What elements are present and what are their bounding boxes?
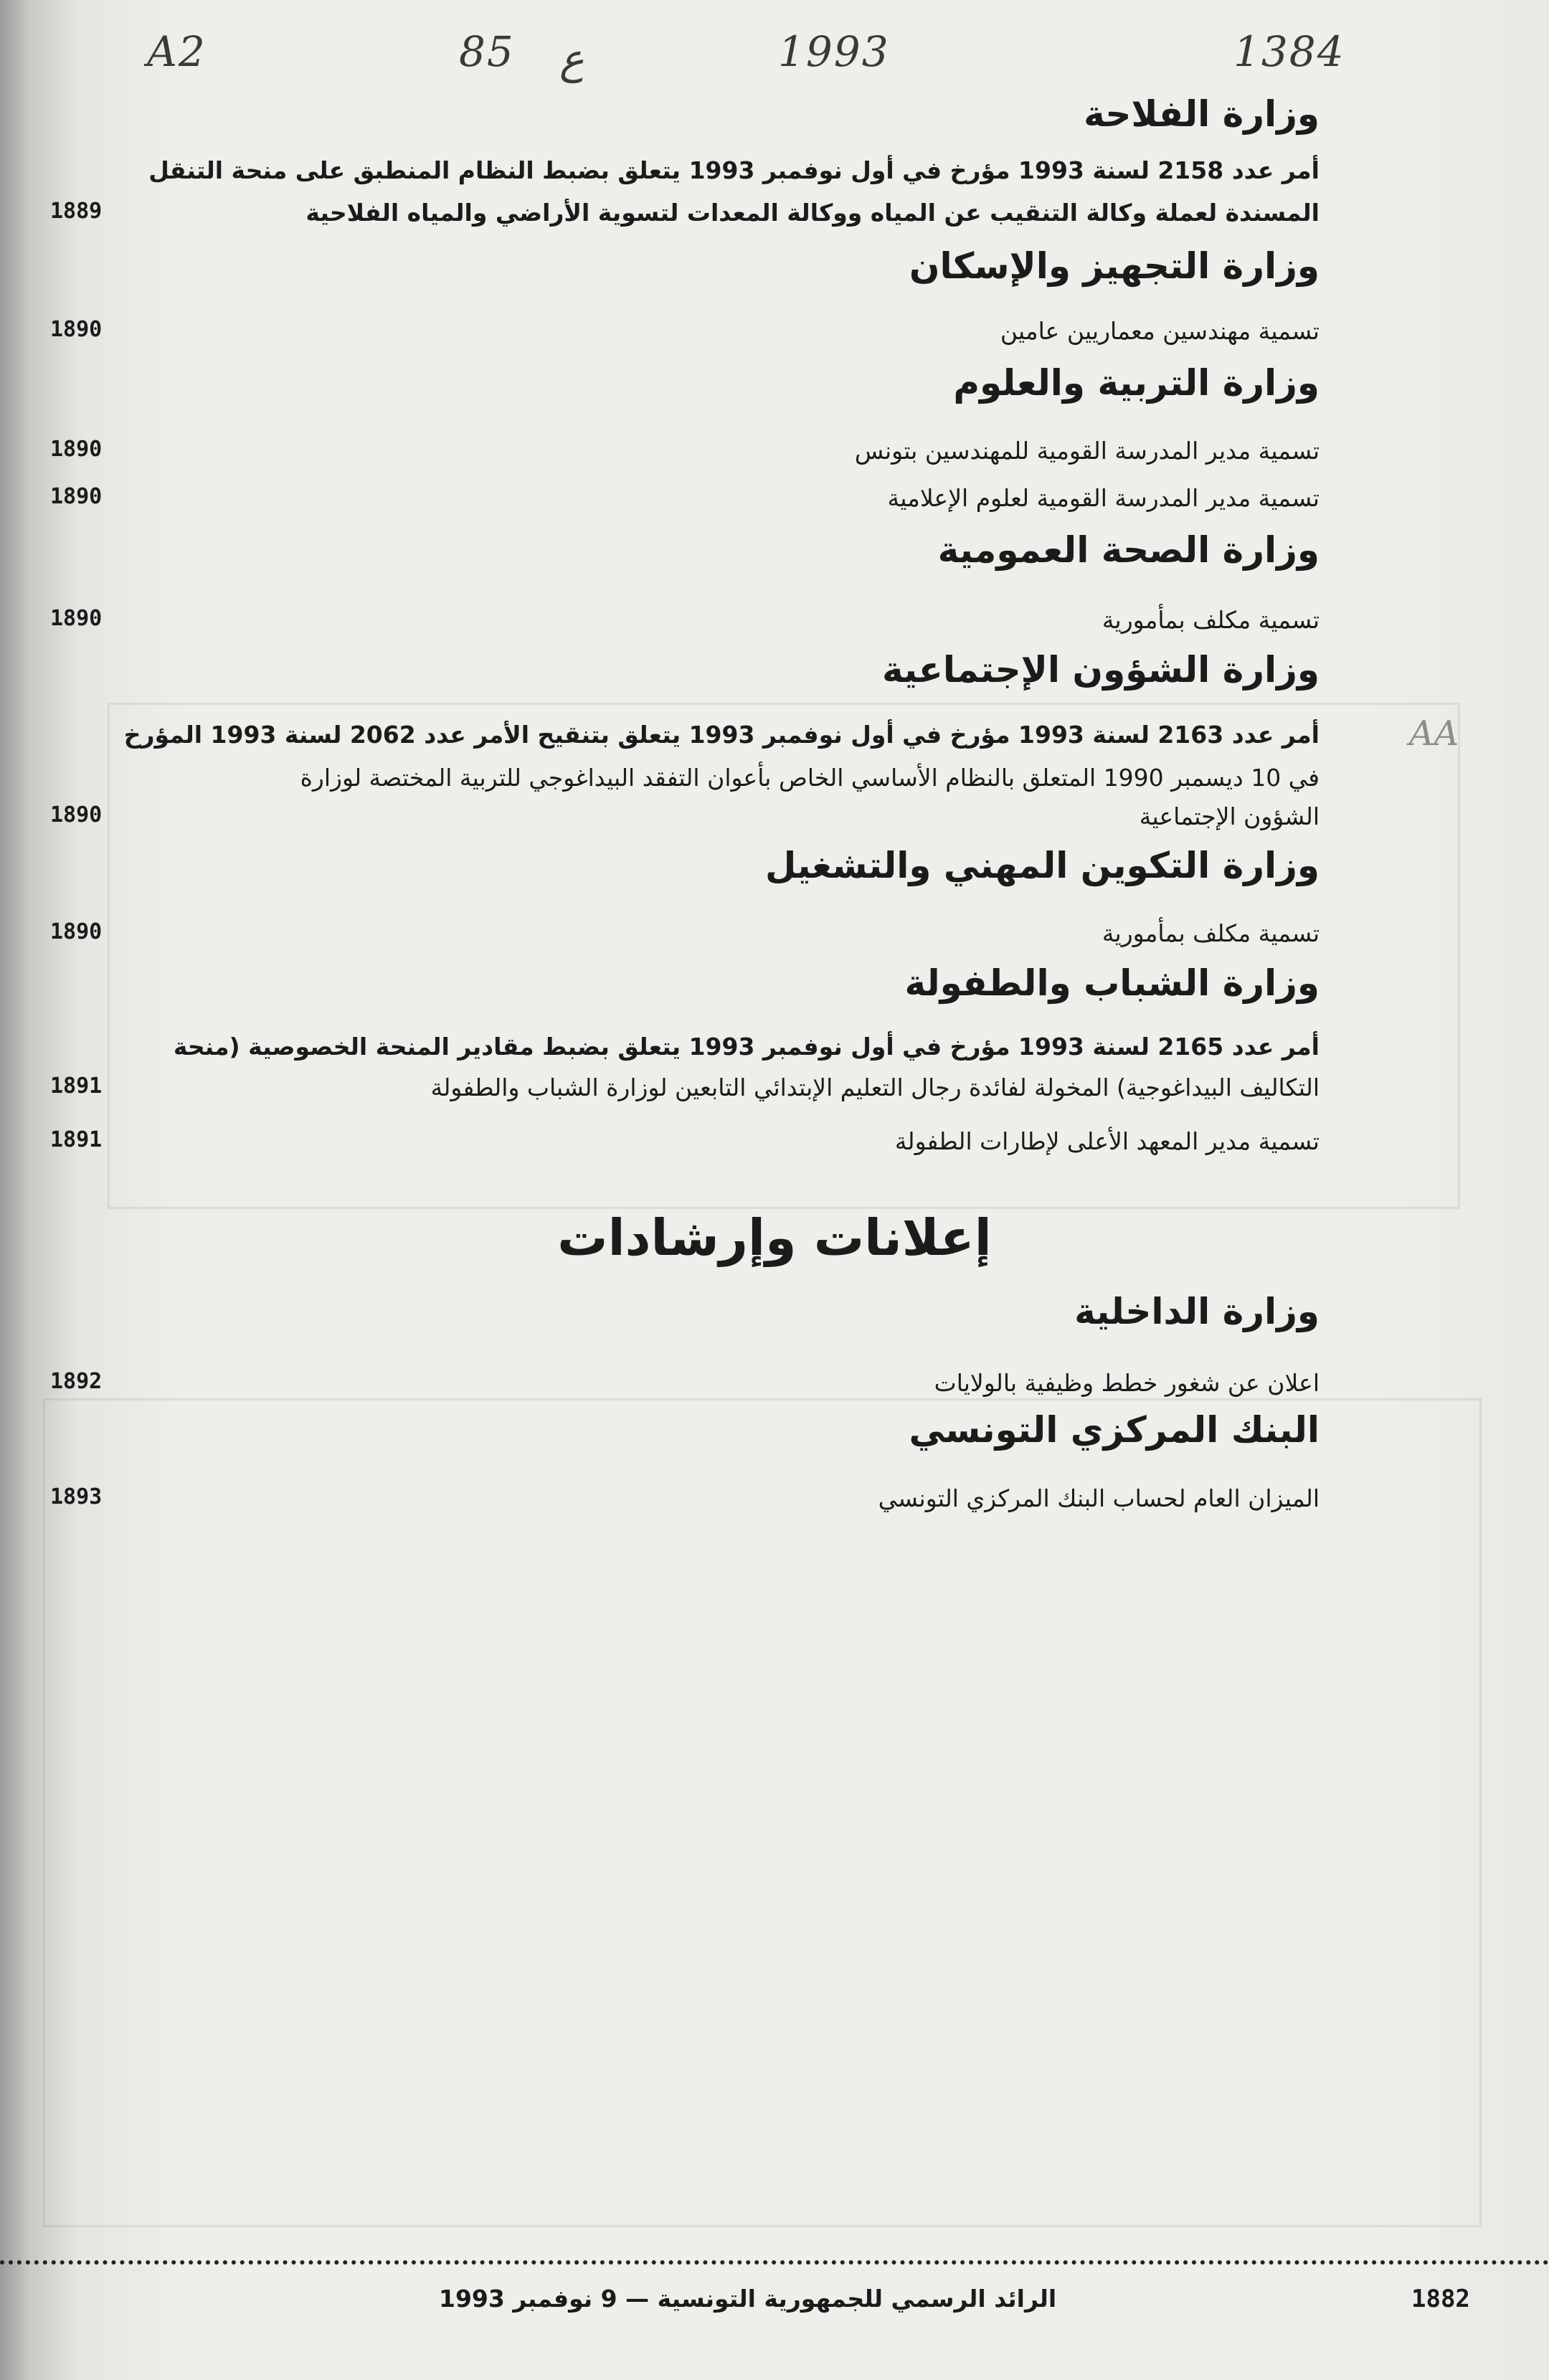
bleed-through-block [43, 1398, 1482, 2227]
entry-text: الميزان العام لحساب البنك المركزي التونسي [871, 1487, 1320, 1510]
entry-text: تسمية مهندسين معماريين عامين [993, 319, 1320, 343]
page-reference: 1890 [50, 317, 103, 342]
entry-text: أمر عدد 2163 لسنة 1993 مؤرخ في أول نوفمبر 1993 يتعلق بتنقيح الأمر عدد 2062 لسنة 1993 المؤرخ [123, 721, 1320, 749]
handwritten-annotation: 1384 [1233, 27, 1345, 76]
ministry-heading: وزارة الصحة العمومية [937, 529, 1320, 571]
handwritten-annotation: A2 [147, 27, 207, 76]
entry-text: تسمية مدير المدرسة القومية للمهندسين بتونس [848, 439, 1320, 463]
ministry-heading: وزارة الشباب والطفولة [904, 962, 1320, 1004]
page-reference: 1893 [50, 1484, 103, 1509]
page-reference: 1890 [50, 437, 103, 462]
handwritten-margin-note: AA [1409, 713, 1459, 754]
entry-text: في 10 ديسمبر 1990 المتعلق بالنظام الأساسي الخاص بأعوان التفقد البيداغوجي للتربية المختصة لوزارة [300, 764, 1320, 792]
page-reference: 1890 [50, 606, 103, 631]
handwritten-annotation: 85 [459, 27, 515, 76]
entry-text: تسمية مكلف بمأمورية [1095, 608, 1320, 632]
footer-divider [0, 2260, 1549, 2265]
page-reference: 1889 [50, 199, 103, 224]
ministry-heading: وزارة الداخلية [1074, 1291, 1320, 1332]
entry-text: تسمية مدير المعهد الأعلى لإطارات الطفولة [888, 1129, 1320, 1153]
entry-text: الشؤون الإجتماعية [1132, 805, 1320, 828]
entry-text: المسندة لعملة وكالة التنقيب عن المياه ووكالة المعدات لتسوية الأراضي والمياه الفلاحية [298, 201, 1320, 224]
page-reference: 1892 [50, 1369, 103, 1394]
page-reference: 1891 [50, 1073, 103, 1099]
handwritten-annotation: ع [559, 34, 584, 83]
ministry-heading: وزارة التربية والعلوم [953, 362, 1320, 404]
entry-text: تسمية مكلف بمأمورية [1095, 921, 1320, 945]
page-reference: 1890 [50, 802, 103, 828]
entry-text: أمر عدد 2165 لسنة 1993 مؤرخ في أول نوفمبر 1993 يتعلق بضبط مقادير المنحة الخصوصية (منحة [173, 1033, 1320, 1061]
institution-heading: البنك المركزي التونسي [909, 1409, 1320, 1451]
page-reference: 1890 [50, 484, 103, 509]
entry-text: التكاليف البيداغوجية) المخولة لفائدة رجال التعليم الإبتدائي التابعين لوزارة الشباب والطفولة [424, 1076, 1320, 1099]
ministry-heading: وزارة التجهيز والإسكان [909, 245, 1320, 287]
entry-text: تسمية مدير المدرسة القومية لعلوم الإعلامية [881, 486, 1320, 510]
ministry-heading: وزارة الفلاحة [1084, 93, 1320, 135]
entry-text: أمر عدد 2158 لسنة 1993 مؤرخ في أول نوفمبر 1993 يتعلق بضبط النظام المنطبق على منحة التنقل [148, 156, 1320, 184]
ministry-heading: وزارة التكوين المهني والتشغيل [764, 845, 1320, 886]
entry-text: اعلان عن شغور خطط وظيفية بالولايات [927, 1371, 1320, 1395]
page-reference: 1891 [50, 1127, 103, 1152]
page-reference: 1890 [50, 919, 103, 944]
page-number: 1882 [1411, 2285, 1470, 2313]
publication-footer: الرائد الرسمي للجمهورية التونسية — 9 نوفمبر 1993 [439, 2285, 1057, 2313]
section-title: إعلانات وإرشادات [557, 1208, 992, 1267]
ministry-heading: وزارة الشؤون الإجتماعية [881, 649, 1320, 691]
handwritten-annotation: 1993 [778, 27, 890, 76]
